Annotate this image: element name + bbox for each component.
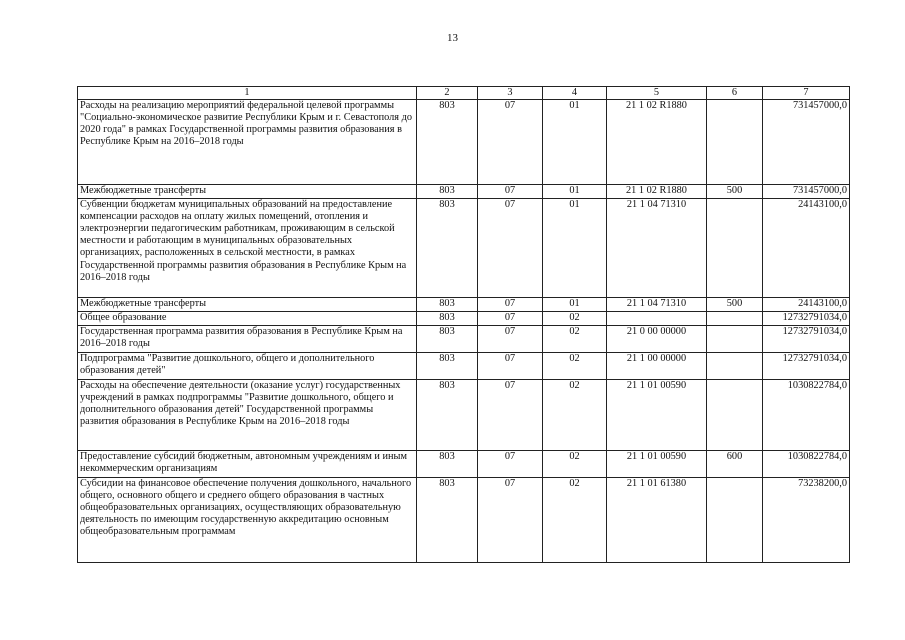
cell-sum: 731457000,0 — [763, 185, 850, 199]
cell-vr — [707, 100, 763, 185]
cell-rz: 07 — [478, 100, 543, 185]
cell-csr: 21 1 02 R1880 — [607, 100, 707, 185]
cell-pr: 01 — [543, 185, 607, 199]
cell-sum: 12732791034,0 — [763, 312, 850, 326]
table-row — [78, 451, 850, 478]
cell-grbs: 803 — [417, 298, 478, 312]
cell-rz: 07 — [478, 353, 543, 380]
table-row — [78, 478, 850, 563]
cell-rz: 07 — [478, 326, 543, 353]
cell-vr — [707, 199, 763, 298]
cell-sum: 12732791034,0 — [763, 353, 850, 380]
cell-grbs: 803 — [417, 451, 478, 478]
cell-name: Субсидии на финансовое обеспечение получения дошкольного, начального общего, основного общего и среднего общего образования в частных общеобразовательных организациях, осуществляющих образовательную деятельность по имеющим государственную аккредитацию основным общеобразовательным программам — [78, 478, 417, 563]
cell-csr: 21 1 02 R1880 — [607, 185, 707, 199]
cell-rz: 07 — [478, 185, 543, 199]
cell-sum: 73238200,0 — [763, 478, 850, 563]
cell-vr: 600 — [707, 451, 763, 478]
cell-sum: 24143100,0 — [763, 199, 850, 298]
page-number: 13 — [447, 32, 458, 44]
cell-grbs: 803 — [417, 353, 478, 380]
cell-pr: 02 — [543, 312, 607, 326]
cell-csr: 21 1 01 00590 — [607, 380, 707, 451]
cell-rz: 07 — [478, 312, 543, 326]
header-cell-vr: 6 — [707, 87, 763, 100]
header-cell-rz: 3 — [478, 87, 543, 100]
cell-grbs: 803 — [417, 380, 478, 451]
cell-name: Межбюджетные трансферты — [78, 185, 417, 199]
cell-vr — [707, 380, 763, 451]
budget-table — [77, 86, 850, 563]
cell-grbs: 803 — [417, 326, 478, 353]
table-row — [78, 312, 850, 326]
cell-vr — [707, 312, 763, 326]
cell-sum: 1030822784,0 — [763, 380, 850, 451]
cell-sum: 731457000,0 — [763, 100, 850, 185]
cell-rz: 07 — [478, 478, 543, 563]
cell-name: Расходы на обеспечение деятельности (оказание услуг) государственных учреждений в рамках подпрограммы "Развитие дошкольного, общего и дополнительного образования детей" Государственной программы развития образования в Республике Крым на 2016–2018 годы — [78, 380, 417, 451]
cell-vr — [707, 353, 763, 380]
cell-rz: 07 — [478, 451, 543, 478]
cell-name: Межбюджетные трансферты — [78, 298, 417, 312]
cell-vr — [707, 326, 763, 353]
cell-name: Общее образование — [78, 312, 417, 326]
table-row — [78, 185, 850, 199]
cell-rz: 07 — [478, 199, 543, 298]
cell-name: Расходы на реализацию мероприятий федеральной целевой программы "Социально-экономическое развитие Республики Крым и г. Севастополя до 2020 года" в рамках Государственной программы развития образования в Республике Крым на 2016–2018 годы — [78, 100, 417, 185]
cell-csr: 21 1 04 71310 — [607, 199, 707, 298]
cell-name: Государственная программа развития образования в Республике Крым на 2016–2018 годы — [78, 326, 417, 353]
header-cell-pr: 4 — [543, 87, 607, 100]
cell-pr: 01 — [543, 298, 607, 312]
cell-csr: 21 1 01 00590 — [607, 451, 707, 478]
cell-grbs: 803 — [417, 312, 478, 326]
table-row — [78, 199, 850, 298]
cell-csr: 21 0 00 00000 — [607, 326, 707, 353]
cell-grbs: 803 — [417, 478, 478, 563]
table-row — [78, 100, 850, 185]
table-row — [78, 298, 850, 312]
cell-sum: 1030822784,0 — [763, 451, 850, 478]
cell-name: Субвенции бюджетам муниципальных образований на предоставление компенсации расходов на оплату жилых помещений, отопления и электроэнергии педагогическим работникам, проживающим в сельской местности и работающим в муниципальных образовательных организациях, расположенных в сельской местности, в рамках Государственной программы развития образования в Республике Крым на 2016–2018 годы — [78, 199, 417, 298]
cell-grbs: 803 — [417, 100, 478, 185]
cell-csr: 21 1 04 71310 — [607, 298, 707, 312]
table-header-row — [78, 87, 850, 100]
cell-name: Подпрограмма "Развитие дошкольного, общего и дополнительного образования детей" — [78, 353, 417, 380]
cell-vr: 500 — [707, 298, 763, 312]
cell-rz: 07 — [478, 380, 543, 451]
cell-pr: 02 — [543, 326, 607, 353]
cell-csr: 21 1 00 00000 — [607, 353, 707, 380]
header-cell-grbs: 2 — [417, 87, 478, 100]
header-cell-name: 1 — [78, 87, 417, 100]
cell-name: Предоставление субсидий бюджетным, автономным учреждениям и иным некоммерческим организациям — [78, 451, 417, 478]
cell-vr — [707, 478, 763, 563]
table-row — [78, 353, 850, 380]
cell-pr: 02 — [543, 353, 607, 380]
table-row — [78, 326, 850, 353]
cell-pr: 02 — [543, 380, 607, 451]
cell-sum: 12732791034,0 — [763, 326, 850, 353]
cell-pr: 02 — [543, 478, 607, 563]
cell-grbs: 803 — [417, 199, 478, 298]
cell-pr: 01 — [543, 199, 607, 298]
header-cell-sum: 7 — [763, 87, 850, 100]
cell-sum: 24143100,0 — [763, 298, 850, 312]
cell-csr — [607, 312, 707, 326]
cell-rz: 07 — [478, 298, 543, 312]
header-cell-csr: 5 — [607, 87, 707, 100]
cell-pr: 01 — [543, 100, 607, 185]
cell-grbs: 803 — [417, 185, 478, 199]
cell-csr: 21 1 01 61380 — [607, 478, 707, 563]
table-row — [78, 380, 850, 451]
cell-vr: 500 — [707, 185, 763, 199]
cell-pr: 02 — [543, 451, 607, 478]
